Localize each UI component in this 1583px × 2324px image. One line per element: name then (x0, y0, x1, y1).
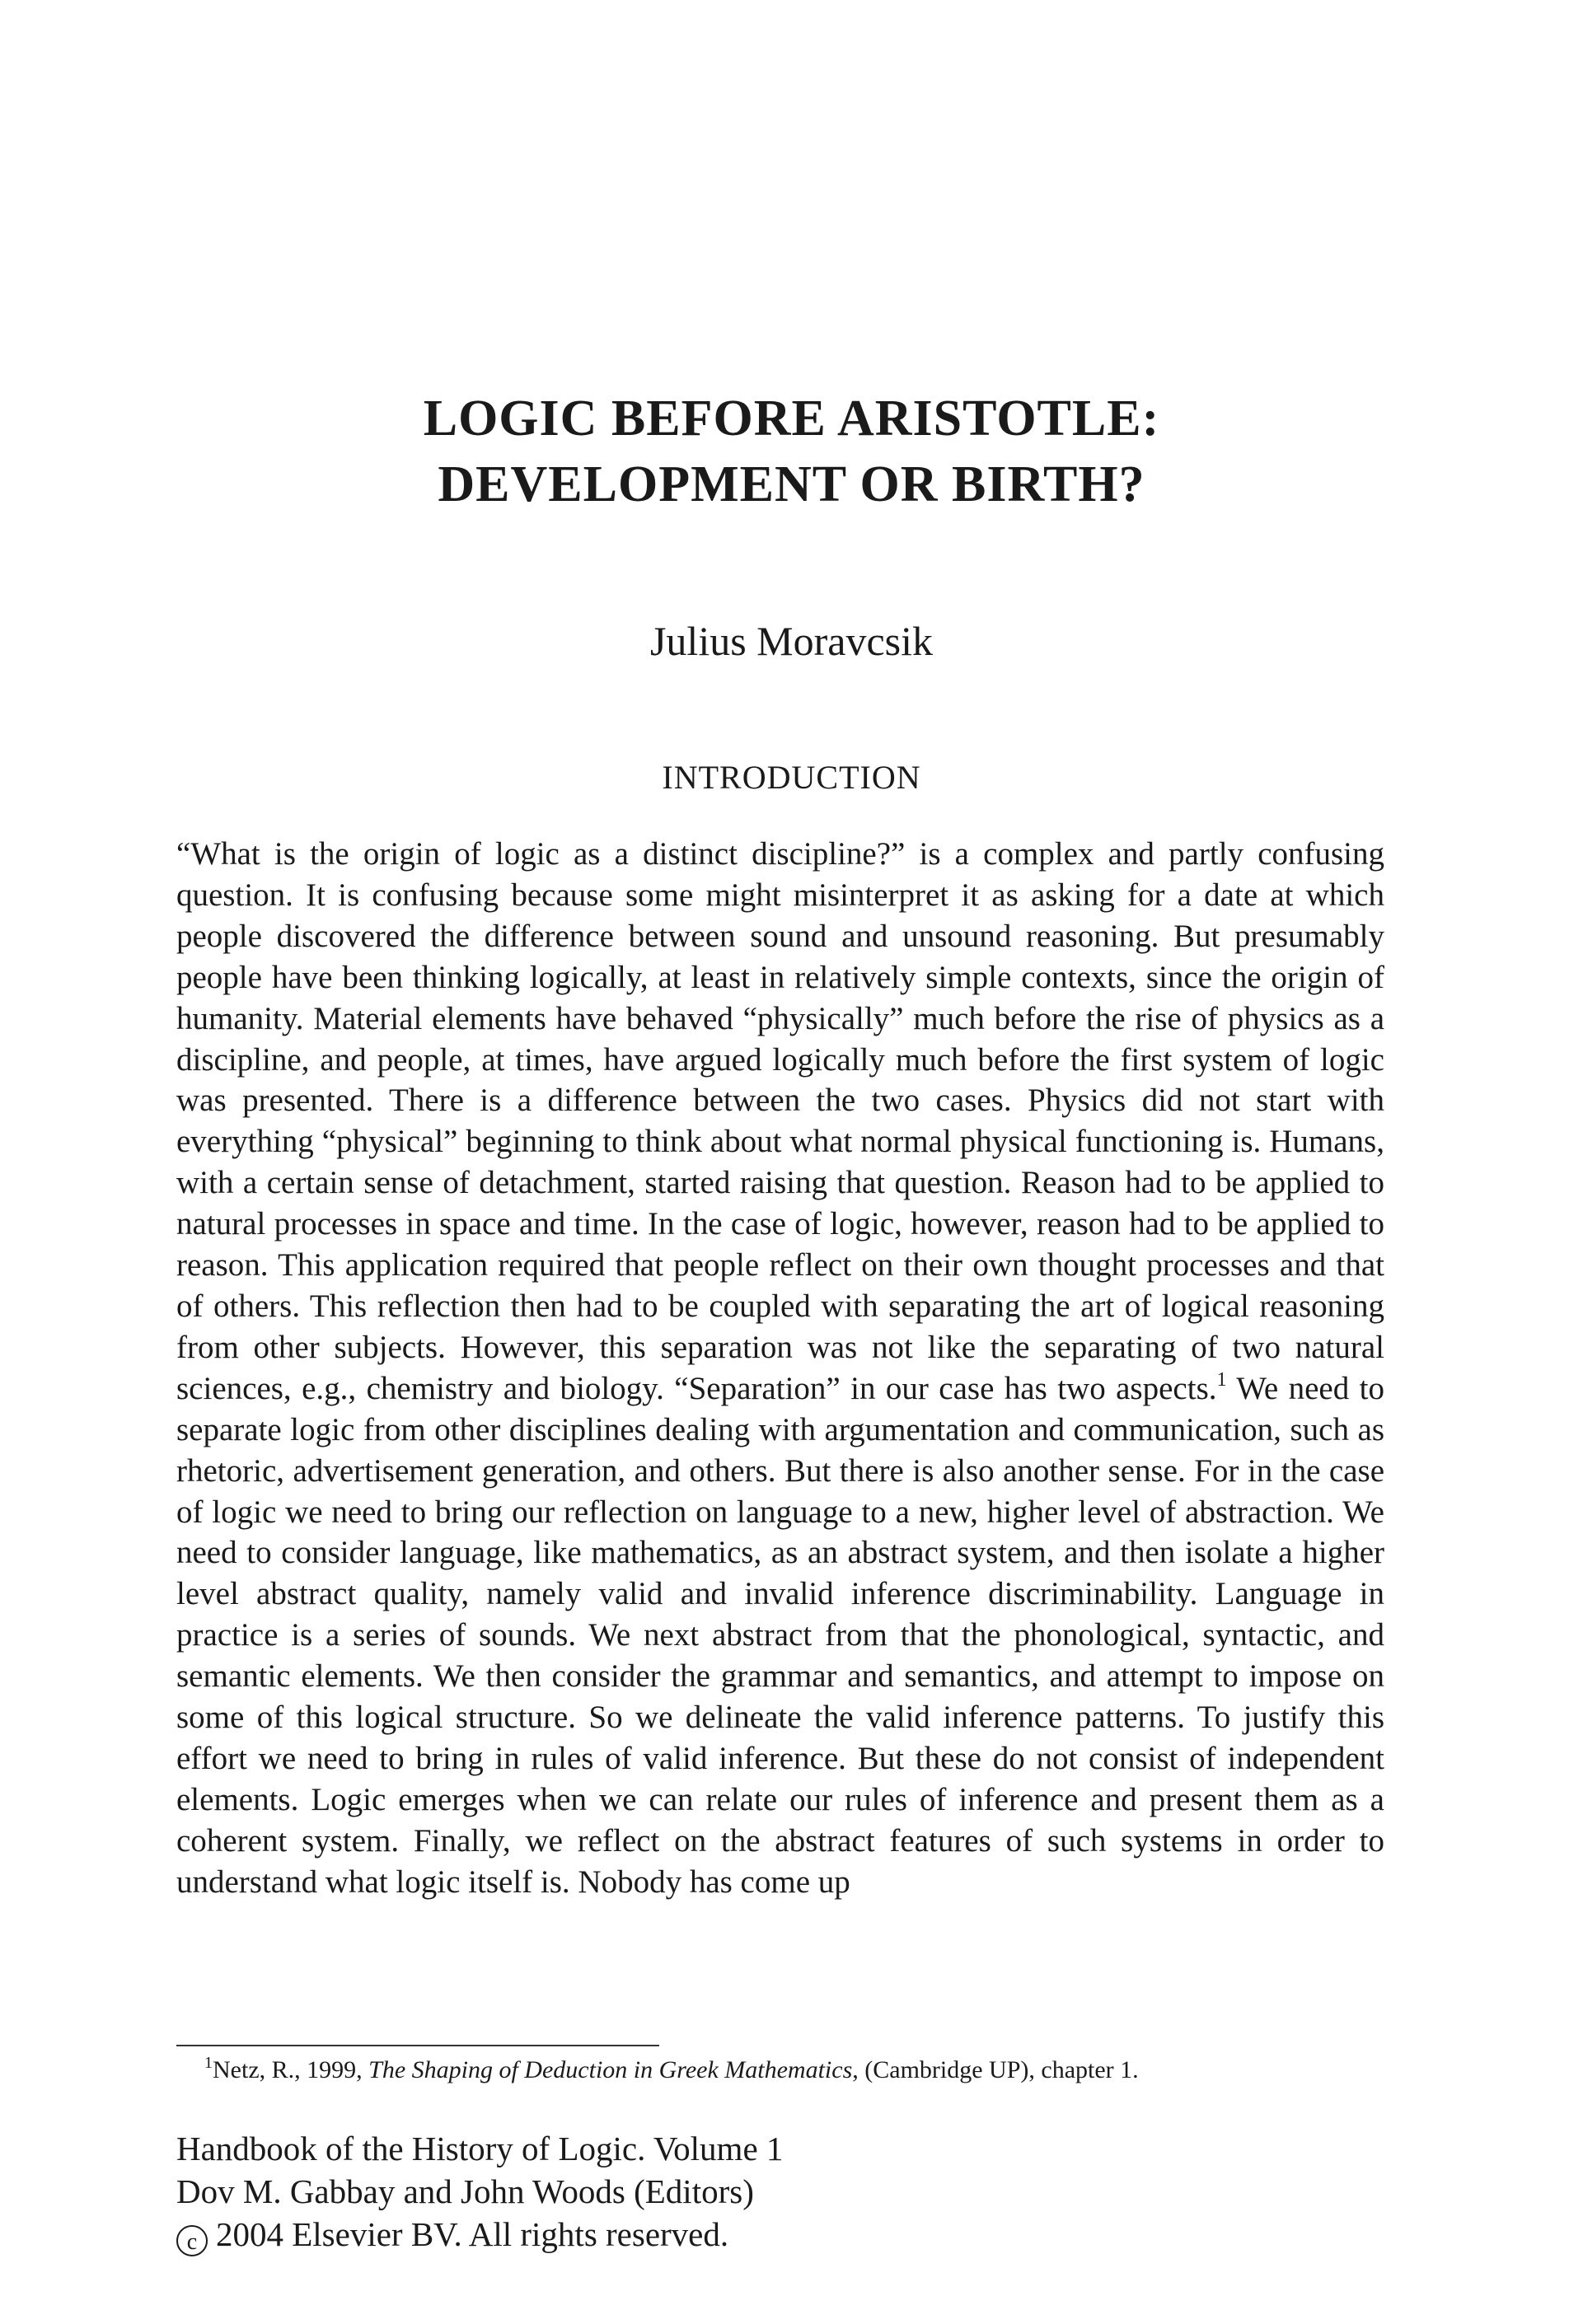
body-paragraph (176, 834, 1384, 1903)
publication-series: Handbook of the History of Logic. Volume 1 (176, 2130, 784, 2167)
chapter-title-line-2: DEVELOPMENT OR BIRTH? (438, 456, 1145, 512)
copyright-text: 2004 Elsevier BV. All rights reserved. (216, 2215, 729, 2253)
copyright-icon: c (176, 2225, 208, 2256)
publication-editors: Dov M. Gabbay and John Woods (Editors) (176, 2172, 754, 2210)
footnote-text-before: Netz, R., 1999, (213, 2056, 369, 2083)
author-name: Julius Moravcsik (649, 618, 934, 664)
publication-info (176, 2127, 783, 2256)
footnote-reference[interactable]: 1 (1216, 1368, 1227, 1391)
footnote-text-after: , (Cambridge UP), chapter 1. (852, 2056, 1139, 2083)
chapter-title (0, 386, 1583, 517)
body-text-part-2: We need to separate logic from other disciplines dealing with argumentation and communication, such as rhetoric, advertisement generation, and others. But there is also another sense. For in the case of logic we need to bring our reflection on language to a new, higher level of abstraction. We need to consider language, like mathematics, as an abstract system, and then isolate a higher level abstract quality, namely valid and invalid inference discriminability. Language in practice is a series of sounds. We next abstract from that the phonological, syntactic, and semantic elements. We then consider the grammar and semantics, and attempt to impose on some of this logical structure. So we delineate the valid inference patterns. To justify this effort we need to bring in rules of valid inference. But these do not consist of independent elements. Logic emerges when we can relate our rules of inference and present them as a coherent system. Finally, we reflect on the abstract features of such systems in order to understand what logic itself is. Nobody has come up (176, 1370, 1384, 1900)
publication-copyright (176, 2213, 783, 2256)
body-text-part-1: “What is the origin of logic as a distinct discipline?” is a complex and partly confusing question. It is confusing because some might misinterpret it as asking for a date at which people discovered the difference between sound and unsound reasoning. But presumably people have been thinking logically, at least in relatively simple contexts, since the origin of humanity. Material elements have behaved “physically” much before the rise of physics as a discipline, and people, at times, have argued logically much before the first system of logic was presented. There is a difference between the two cases. Physics did not start with everything “physical” beginning to think about what normal physical functioning is. Humans, with a certain sense of detachment, started raising that question. Reason had to be applied to natural processes in space and time. In the case of logic, however, reason had to be applied to reason. This application required that people reflect on their own thought processes and that of others. This reflection then had to be coupled with separating the art of logical reasoning from other subjects. However, this separation was not like the separating of two natural sciences, e.g., chemistry and biology. “Separation” in our case has two aspects. (176, 836, 1384, 1406)
chapter-title-line-1: LOGIC BEFORE ARISTOTLE: (423, 390, 1160, 447)
footnote-divider (176, 2045, 659, 2046)
footnote (204, 2054, 1391, 2087)
section-heading: INTRODUCTION (662, 759, 921, 796)
footnote-marker: 1 (204, 2054, 213, 2072)
footnote-book-title: The Shaping of Deduction in Greek Mathematics (368, 2056, 853, 2083)
